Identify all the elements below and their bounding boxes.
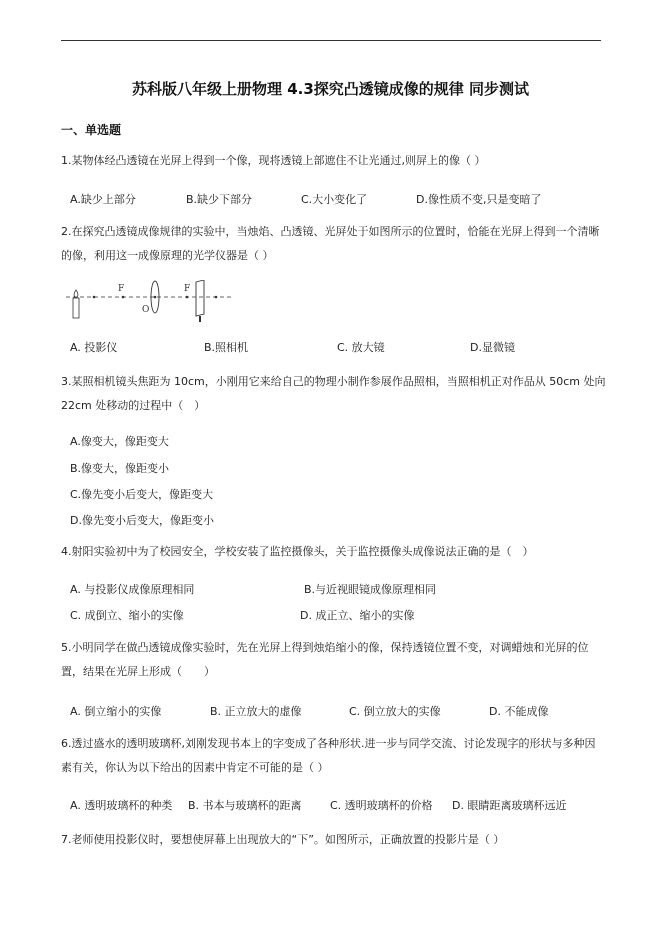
document-title: 苏科版八年级上册物理 4.3探究凸透镜成像的规律 同步测试: [131, 80, 530, 98]
question-4-stem: 4.射阳实验初中为了校园安全，学校安装了监控摄像头，关于监控摄像头成像说法正确的是（ ）: [61, 545, 534, 558]
question-5-option-a: A. 倒立缩小的实像: [70, 705, 162, 718]
question-6-option-d: D. 眼睛距离玻璃杯远近: [452, 799, 567, 812]
question-5-option-c: C. 倒立放大的实像: [349, 705, 441, 718]
header-rule: [61, 40, 601, 41]
focus-label-left: F: [118, 284, 125, 294]
question-1-option-c: C.大小变化了: [301, 193, 368, 206]
candle-body: [73, 298, 79, 318]
question-6-option-a: A. 透明玻璃杯的种类: [70, 799, 173, 812]
lens-center: [154, 296, 157, 299]
question-2-option-a: A. 投影仪: [70, 341, 118, 354]
question-4-option-d: D. 成正立、缩小的实像: [300, 609, 415, 622]
lens-setup-diagram: [64, 280, 234, 324]
question-6-stem: 6.透过盛水的透明玻璃杯,刘刚发现书本上的字变成了各种形状.进一步与同学交流、讨论发现字的形状与多种因素有关，你认为以下给出的因素中肯定不可能的是（ ）: [61, 737, 596, 774]
light-screen: [196, 280, 204, 316]
question-7-stem: 7.老师使用投影仪时，要想使屏幕上出现放大的“下”。如图所示，正确放置的投影片是（ ）: [61, 833, 505, 846]
question-3-option-a: A.像变大，像距变大: [70, 435, 169, 448]
question-3-stem: 3.某照相机镜头焦距为 10cm，小刚用它来给自己的物理小制作参展作品照相，当照相机正对作品从 50cm 处向 22cm 处移动的过程中（ ）: [61, 375, 606, 412]
question-2-option-c: C. 放大镜: [337, 341, 385, 354]
focus-label-right: F: [184, 284, 191, 294]
question-6-option-c: C. 透明玻璃杯的价格: [330, 799, 433, 812]
optical-center-label: O: [142, 305, 150, 315]
question-1-stem: 1.某物体经凸透镜在光屏上得到一个像，现将透镜上部遮住不让光通过,则屏上的像（ ）: [61, 154, 486, 167]
question-1-option-b: B.缺少下部分: [186, 193, 253, 206]
question-5-option-d: D. 不能成像: [489, 705, 549, 718]
question-3-option-c: C.像先变小后变大，像距变大: [70, 488, 214, 501]
question-5-option-b: B. 正立放大的虚像: [210, 705, 302, 718]
question-4-option-b: B.与近视眼镜成像原理相同: [304, 583, 437, 596]
section-heading: 一、单选题: [61, 123, 122, 137]
question-3-option-d: D.像先变小后变大，像距变小: [70, 514, 214, 527]
question-6-option-b: B. 书本与玻璃杯的距离: [188, 799, 302, 812]
point-2f-left: [93, 296, 96, 299]
question-5-stem: 5.小明同学在做凸透镜成像实验时，先在光屏上得到烛焰缩小的像，保持透镜位置不变，对调蜡烛和光屏的位置，结果在光屏上形成（ ）: [61, 641, 589, 678]
question-2-option-b: B.照相机: [204, 341, 249, 354]
question-1-option-a: A.缺少上部分: [70, 193, 136, 206]
point-f-left: [122, 296, 125, 299]
point-2f-right: [215, 296, 218, 299]
question-4-option-a: A. 与投影仪成像原理相同: [70, 583, 195, 596]
question-2-stem: 2.在探究凸透镜成像规律的实验中，当烛焰、凸透镜、光屏处于如图所示的位置时，恰能在光屏上得到一个清晰的像，利用这一成像原理的光学仪器是（ ）: [61, 225, 600, 262]
question-3-option-b: B.像变大，像距变小: [70, 462, 170, 475]
question-4-option-c: C. 成倒立、缩小的实像: [70, 609, 184, 622]
question-1-option-d: D.像性质不变,只是变暗了: [416, 193, 542, 206]
point-f-right: [186, 296, 189, 299]
question-2-option-d: D.显微镜: [470, 341, 515, 354]
